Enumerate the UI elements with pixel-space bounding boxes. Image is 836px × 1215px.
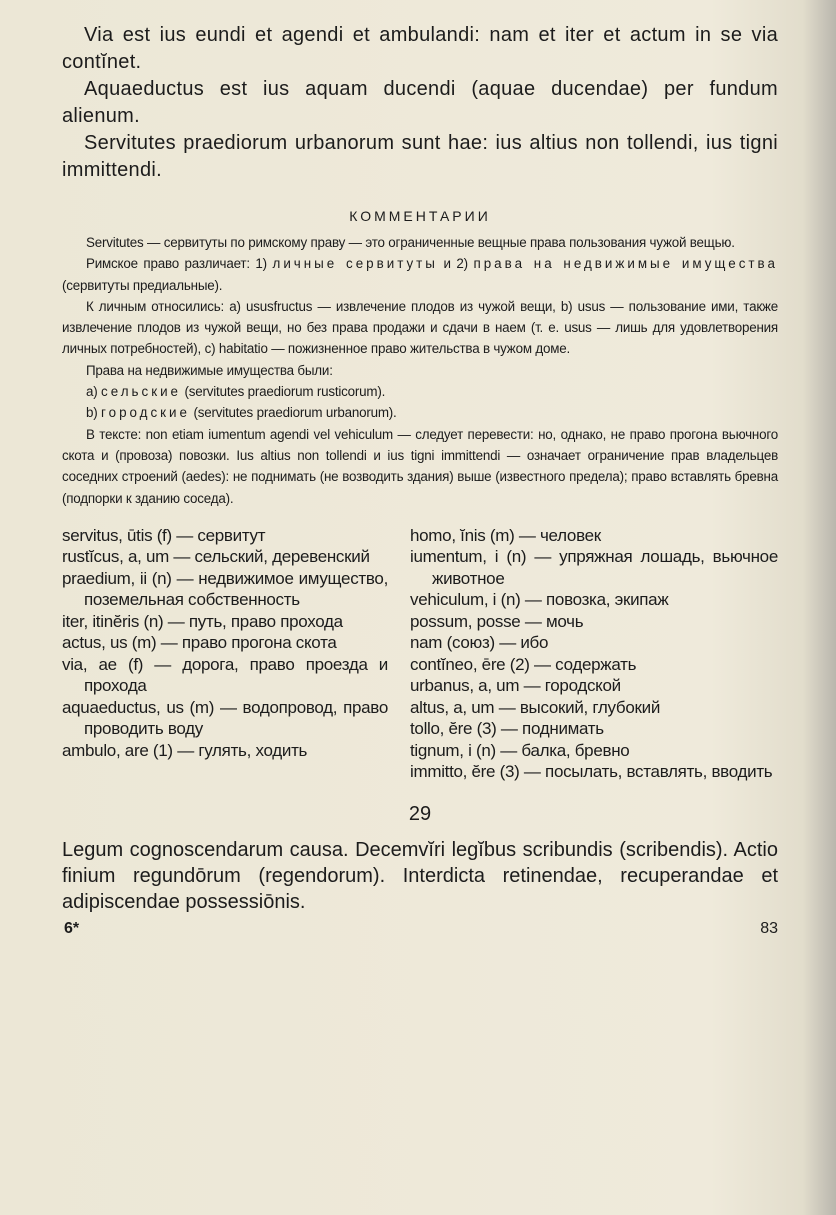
comment-paragraph — [62, 381, 778, 402]
vocab-entry: tignum, i (n) — балка, бревно — [410, 740, 630, 760]
commentary — [62, 232, 778, 509]
comment-paragraph: В тексте: non etiam iumentum agendi vel vehiculum — следует перевести: но, однако, не право прогона вьючного скота и (провоза) повозки. Ius altius non tollendi и ius tigni immittendi — означает ограничение прав владельцев соседних строений (aedes): не поднимать (не возводить здания) выше (известного предела); право вставлять бревна (подпорки к зданию соседа). — [62, 426, 778, 506]
vocabulary-right — [410, 525, 778, 783]
spaced-term: права на недвижимые имущества — [473, 256, 778, 272]
page-number: 83 — [760, 919, 778, 937]
vocab-entry: immitto, ĕre (3) — посылать, вставлять, вводить — [410, 762, 773, 782]
text: и 2) — [437, 256, 474, 272]
signature-mark: 6* — [64, 919, 80, 937]
vocabulary-left — [62, 525, 388, 783]
vocab-entry: nam (союз) — ибо — [410, 633, 549, 653]
vocab-entry: iumentum, i (n) — упряжная лошадь, вьючное животное — [410, 547, 778, 588]
vocab-entry: altus, a, um — высокий, глубокий — [410, 697, 661, 717]
vocab-entry: tollo, ĕre (3) — поднимать — [410, 719, 604, 739]
latin-paragraph: Legum cognoscendarum causa. Decemvĭri legĭbus scribundis (scribendis). Actio finium regundōrum (regendorum). Interdicta retinendae, recuperandae et adipiscendae possessiōnis. — [62, 838, 778, 913]
text: a) — [86, 384, 102, 400]
vocab-entry: ambulo, are (1) — гулять, ходить — [62, 740, 308, 760]
vocab-entry: via, ae (f) — дорога, право проезда и прохода — [62, 654, 388, 696]
text: (servitutes praediorum rusticorum). — [181, 384, 386, 400]
comment-paragraph — [62, 402, 778, 423]
comment-paragraph: К личным относились: a) ususfructus — извлечение плодов из чужой вещи, b) usus — пользование ими, также извлечение плодов из чужой вещи, но без права продажи и сдачи в наем (т. е. usus — лишь для удовлетворения личных потребностей), c) habitatio — пожизненное право жительства в чужом доме. — [62, 298, 778, 357]
comment-paragraph: Servitutes — сервитуты по римскому праву — это ограниченные вещные права пользования чужой вещью. — [86, 235, 735, 250]
paragraph: Aquaeductus est ius aquam ducendi (aquae ducendae) per fundum alienum. — [62, 78, 778, 127]
text: Римское право различает: 1) — [86, 256, 273, 272]
vocab-entry: vehiculum, i (n) — повозка, экипаж — [410, 590, 669, 610]
vocab-entry: contĭneo, ēre (2) — содержать — [410, 654, 637, 674]
spaced-term: личные сервитуты — [272, 256, 438, 272]
comment-heading: КОММЕНТАРИИ — [349, 208, 491, 224]
vocab-entry: servitus, ūtis (f) — сервитут — [62, 525, 266, 545]
vocab-entry: aquaeductus, us (m) — водопровод, право проводить воду — [62, 697, 388, 739]
text: (сервитуты предиальные). — [62, 277, 223, 293]
comment-paragraph — [62, 253, 778, 296]
vocab-entry: urbanus, a, um — городской — [410, 676, 621, 696]
paragraph: Servitutes praediorum urbanorum sunt hae: ius altius non tollendi, ius tigni immittendi. — [62, 132, 778, 181]
page-footer — [62, 919, 778, 939]
vocab-entry: praedium, ii (n) — недвижимое имущество, поземельная собственность — [62, 568, 388, 610]
text: (servitutes praediorum urbanorum). — [189, 405, 397, 421]
paragraph: Via est ius eundi et agendi et ambulandi: nam et iter et actum in se via contĭnet. — [62, 24, 778, 73]
vocab-entry: rustĭcus, a, um — сельский, деревенский — [62, 547, 370, 567]
section-number: 29 — [408, 802, 432, 825]
comment-paragraph: Права на недвижимые имущества были: — [86, 362, 333, 378]
spaced-term: городские — [101, 405, 190, 421]
vocab-entry: possum, posse — мочь — [410, 611, 584, 631]
vocab-entry: homo, ĭnis (m) — человек — [410, 525, 601, 545]
spaced-term: сельские — [101, 384, 181, 400]
vocab-entry: iter, itinĕris (n) — путь, право прохода — [62, 611, 343, 631]
vocabulary — [62, 525, 778, 783]
latin-text — [62, 22, 778, 184]
text: b) — [86, 405, 102, 421]
vocab-entry: actus, us (m) — право прогона скота — [62, 633, 337, 653]
